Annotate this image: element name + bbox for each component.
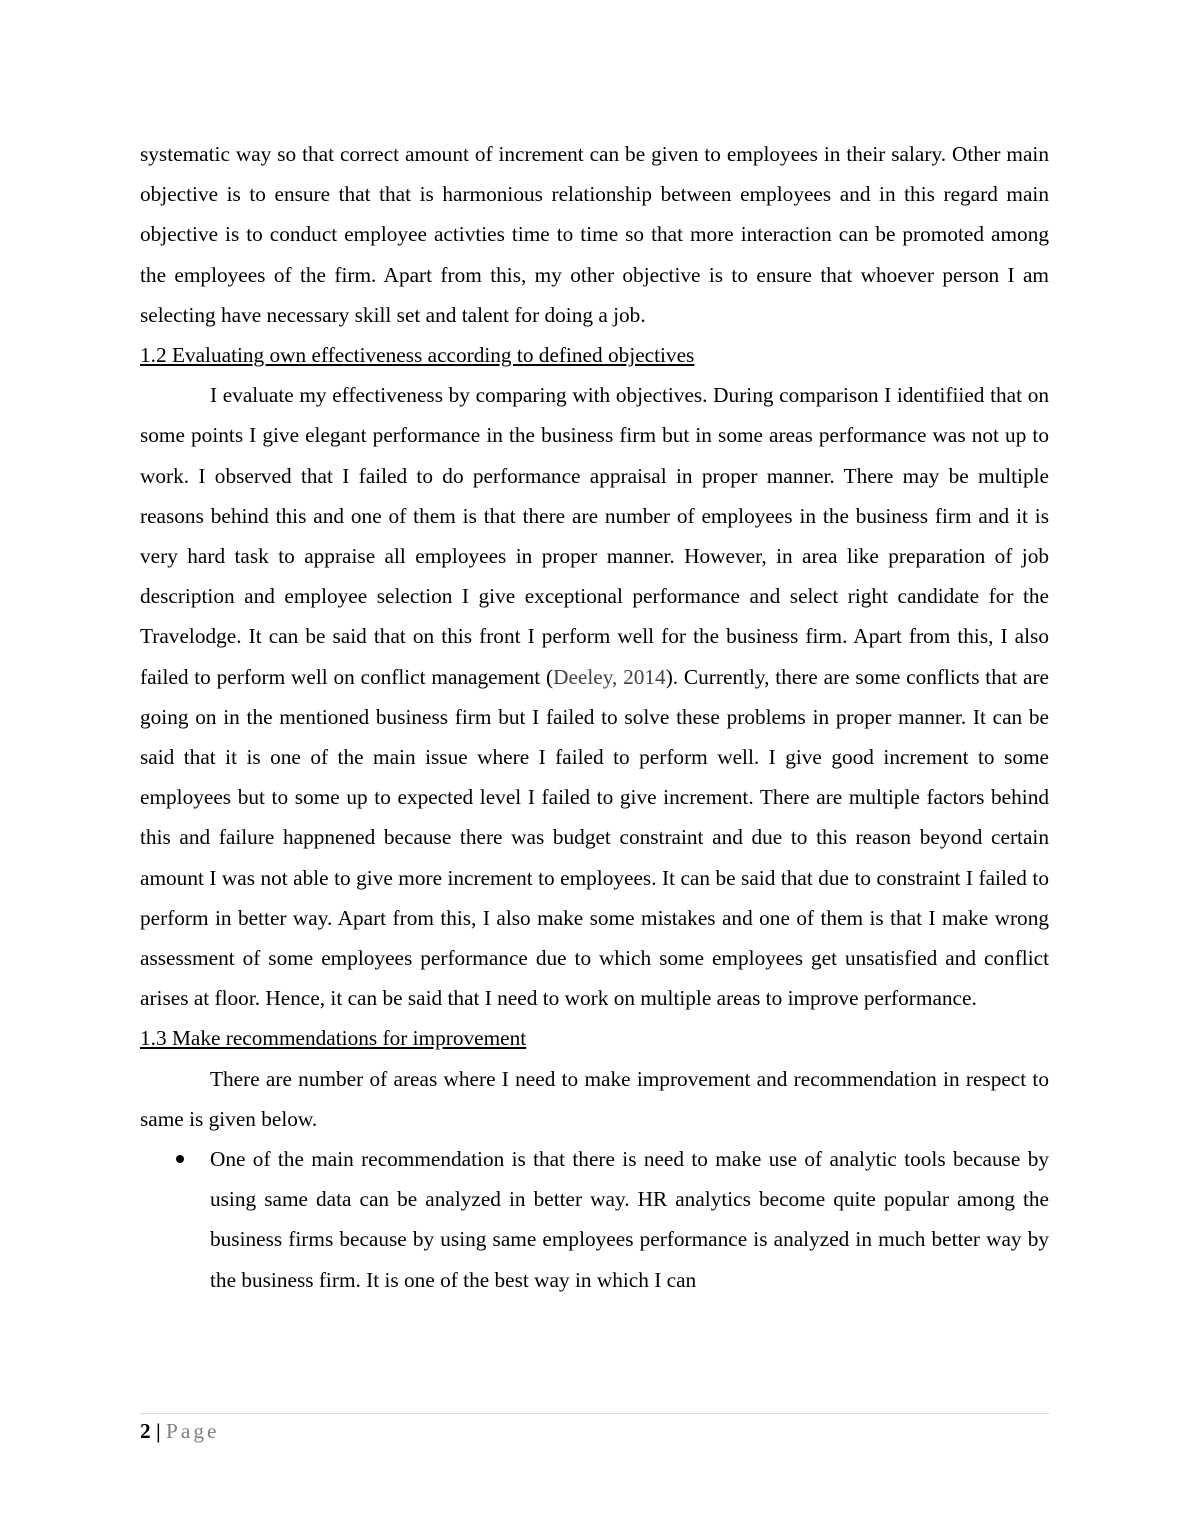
- paragraph-1-2-text-a: I evaluate my effectiveness by comparing with objectives. During comparison I identifiied that on some points I give elegant performance in the business firm but in some areas performance was not up to work. I observed that I failed to do performance appraisal in proper manner. There may be multiple reasons behind this and one of them is that there are number of employees in the business firm and it is very hard task to appraise all employees in proper manner. However, in area like preparation of job description and employee selection I give exceptional performance and select right candidate for the Travelodge. It can be said that on this front I perform well for the business firm. Apart from this, I also failed to perform well on conflict management (: [140, 383, 1049, 689]
- document-body: [140, 134, 1049, 1300]
- list-item-text: One of the main recommendation is that there is need to make use of analytic tools because by using same data can be analyzed in better way. HR analytics become quite popular among the business firms because by using same employees performance is analyzed in much better way by the business firm. It is one of the best way in which I can: [210, 1147, 1049, 1292]
- bullet-icon: [176, 1155, 184, 1163]
- paragraph-1-2: [140, 375, 1049, 1018]
- recommendation-list: [140, 1139, 1049, 1300]
- page-number: 2: [140, 1419, 151, 1443]
- page-separator: |: [155, 1419, 161, 1443]
- section-heading-1-2: 1.2 Evaluating own effectiveness according to defined objectives: [140, 343, 695, 368]
- paragraph-1-3: There are number of areas where I need to make improvement and recommendation in respect to same is given below.: [140, 1066, 1049, 1131]
- paragraph-intro-continued: systematic way so that correct amount of increment can be given to employees in their salary. Other main objective is to ensure that that is harmonious relationship between employees and in this regard main objective is to conduct employee activties time to time so that more interaction can be promoted among the employees of the firm. Apart from this, my other objective is to ensure that whoever person I am selecting have necessary skill set and talent for doing a job.: [140, 142, 1049, 327]
- paragraph-1-2-text-b: ). Currently, there are some conflicts that are going on in the mentioned business firm but I failed to solve these problems in proper manner. It can be said that it is one of the main issue where I failed to perform well. I give good increment to some employees but to some up to expected level I failed to give increment. There are multiple factors behind this and failure happnened because there was budget constraint and due to this reason beyond certain amount I was not able to give more increment to employees. It can be said that due to constraint I failed to perform in better way. Apart from this, I also make some mistakes and one of them is that I make wrong assessment of some employees performance due to which some employees get unsatisfied and conflict arises at floor. Hence, it can be said that I need to work on multiple areas to improve performance.: [140, 664, 1050, 1011]
- section-heading-1-3: 1.3 Make recommendations for improvement: [140, 1026, 527, 1051]
- list-item: [140, 1139, 1049, 1300]
- page-footer: [140, 1417, 219, 1445]
- citation-deeley: Deeley, 2014: [553, 664, 666, 689]
- page-label: Page: [166, 1419, 220, 1443]
- footer-divider: [140, 1413, 1049, 1414]
